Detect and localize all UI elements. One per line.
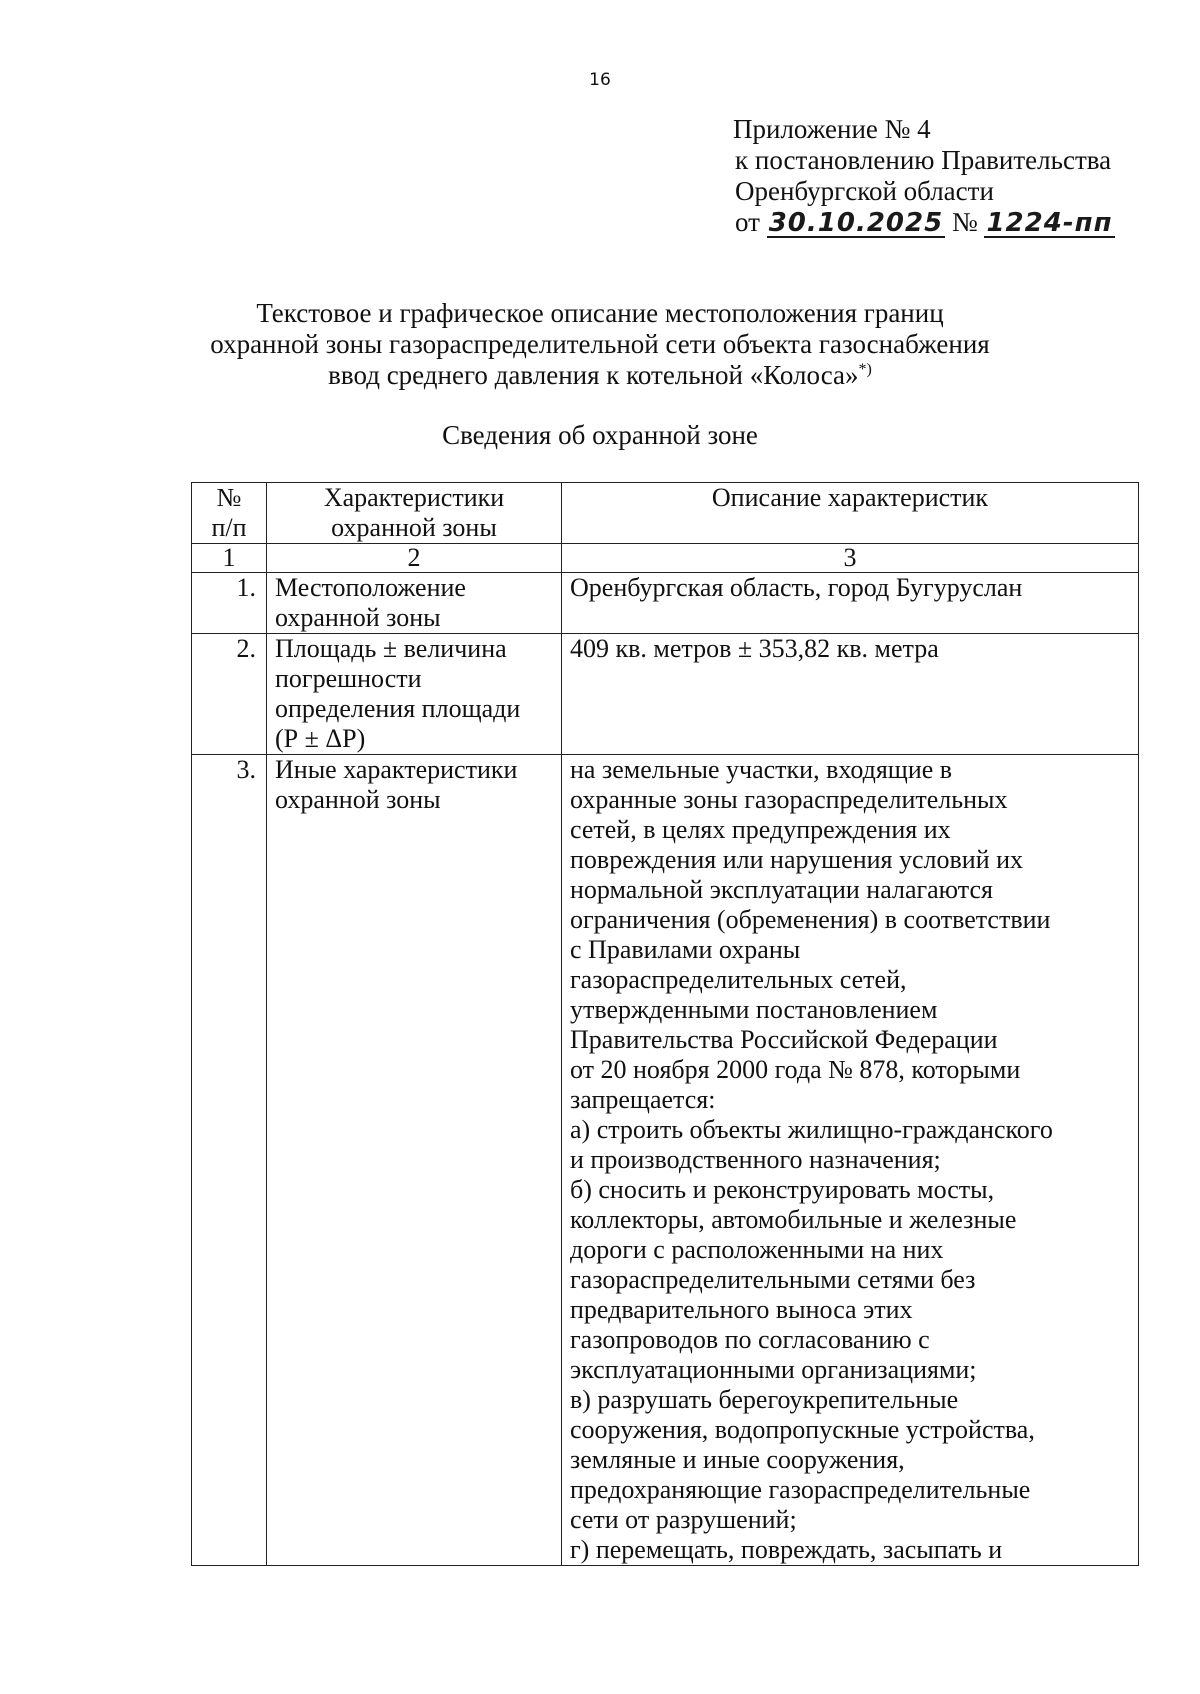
appendix-region: Оренбургской области	[735, 176, 994, 206]
table-index-row	[192, 544, 1139, 573]
desc-line: газораспределительных сетей,	[570, 965, 907, 994]
page-number: 16	[589, 70, 611, 90]
table-header-row	[192, 483, 1139, 544]
char-line: погрешности	[275, 664, 422, 693]
desc-line: газопроводов по согласованию с	[570, 1325, 930, 1354]
handwritten-number: 1224-пп	[986, 208, 1113, 238]
desc-line: нормальной эксплуатации налагаются	[570, 875, 993, 904]
desc-line: с Правилами охраны	[570, 935, 801, 964]
char-line: охранной зоны	[275, 785, 441, 814]
footnote-mark: *)	[858, 361, 872, 378]
char-line: Площадь ± величина	[275, 634, 507, 663]
row-characteristic	[267, 573, 562, 634]
row-number: 1.	[192, 573, 267, 634]
title-line-2: охранной зоны газораспределительной сети объекта газоснабжения	[210, 329, 990, 359]
number-prefix: №	[951, 207, 978, 237]
desc-line: г) перемещать, повреждать, засыпать и	[570, 1535, 1003, 1564]
header-char-line-1: Характеристики	[323, 483, 505, 512]
index-cell: 3	[562, 544, 1139, 573]
appendix-decree: к постановлению Правительства	[735, 145, 1112, 175]
desc-line: сетей, в целях предупреждения их	[570, 815, 951, 844]
row-characteristic	[267, 634, 562, 755]
header-num-line-1: №	[216, 483, 242, 512]
title-line-3-text: ввод среднего давления к котельной «Колоса»	[328, 360, 859, 390]
row-description	[562, 755, 1139, 1566]
header-num-line-2: п/п	[211, 513, 247, 542]
date-prefix: от	[735, 207, 760, 237]
desc-line: в) разрушать берегоукрепительные	[570, 1385, 959, 1414]
table-row	[192, 634, 1139, 755]
zone-table	[191, 482, 1139, 1566]
section-subtitle: Сведения об охранной зоне	[442, 420, 758, 450]
header-characteristics	[267, 483, 562, 544]
char-line: охранной зоны	[275, 603, 441, 632]
desc-line: повреждения или нарушения условий их	[570, 845, 1024, 874]
desc-line: охранные зоны газораспределительных	[570, 785, 1008, 814]
row-characteristic	[267, 755, 562, 1566]
row-description	[562, 634, 1139, 755]
desc-line: б) сносить и реконструировать мосты,	[570, 1175, 995, 1204]
row-number: 3.	[192, 755, 267, 1566]
desc-line: газораспределительными сетями без	[570, 1265, 976, 1294]
header-char-line-2: охранной зоны	[331, 513, 497, 542]
desc-line: утвержденными постановлением	[570, 995, 938, 1024]
desc-line: предохраняющие газораспределительные	[570, 1475, 1031, 1504]
char-line: определения площади	[275, 694, 521, 723]
desc-line: ограничения (обременения) в соответствии	[570, 905, 1051, 934]
desc-line: сооружения, водопропускные устройства,	[570, 1415, 1035, 1444]
appendix-block	[733, 114, 1115, 238]
desc-line: земляные и иные сооружения,	[570, 1445, 905, 1474]
desc-line: на земельные участки, входящие в	[570, 755, 953, 784]
char-line: (Р ± ΔР)	[275, 724, 366, 753]
desc-line: сети от разрушений;	[570, 1505, 797, 1534]
table-row	[192, 573, 1139, 634]
desc-line: коллекторы, автомобильные и железные	[570, 1205, 1017, 1234]
desc-line: от 20 ноября 2000 года № 878, которыми	[570, 1055, 1021, 1084]
appendix-date-line	[733, 207, 1115, 238]
desc-line: и производственного назначения;	[570, 1145, 941, 1174]
row-number: 2.	[192, 634, 267, 755]
index-cell: 2	[267, 544, 562, 573]
title-line-1: Текстовое и графическое описание местоположения границ	[256, 298, 944, 328]
desc-line: запрещается:	[570, 1085, 716, 1114]
header-description: Описание характеристик	[562, 483, 1139, 544]
desc-line: Оренбургская область, город Бугуруслан	[570, 573, 1023, 602]
row-description	[562, 573, 1139, 634]
index-cell: 1	[192, 544, 267, 573]
desc-line: 409 кв. метров ± 353,82 кв. метра	[570, 634, 939, 663]
desc-line: а) строить объекты жилищно-гражданского	[570, 1115, 1053, 1144]
handwritten-date: 30.10.2025	[768, 208, 944, 238]
desc-line: дороги с расположенными на них	[570, 1235, 944, 1264]
appendix-title: Приложение № 4	[733, 114, 931, 144]
char-line: Местоположение	[275, 573, 466, 602]
desc-line: Правительства Российской Федерации	[570, 1025, 998, 1054]
header-num	[192, 483, 267, 544]
table-row	[192, 755, 1139, 1566]
title-line-3	[0, 360, 1200, 391]
document-title	[0, 298, 1200, 391]
char-line: Иные характеристики	[275, 755, 518, 784]
desc-line: эксплуатационными организациями;	[570, 1355, 977, 1384]
desc-line: предварительного выноса этих	[570, 1295, 913, 1324]
